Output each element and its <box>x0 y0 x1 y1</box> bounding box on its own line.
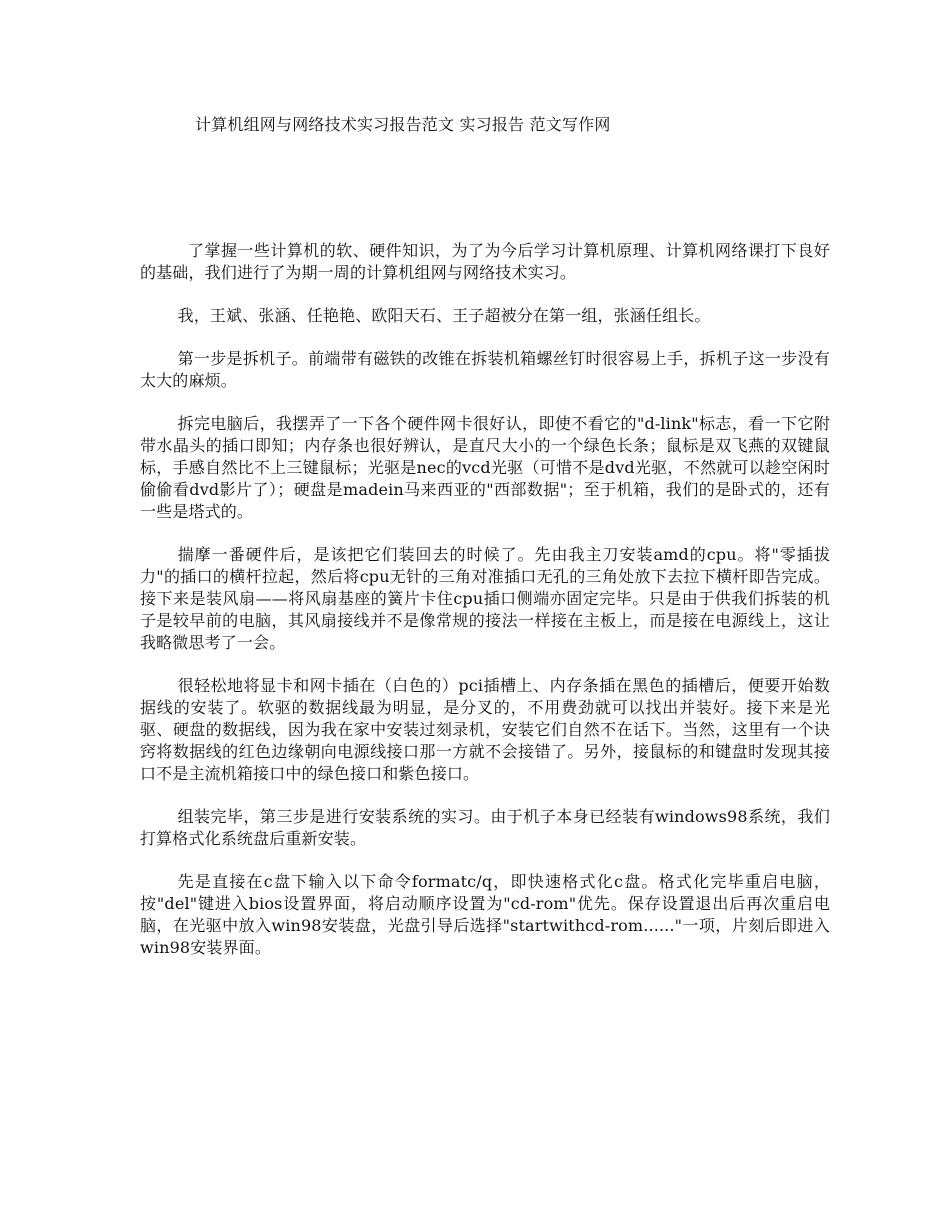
paragraph-format-and-install: 先是直接在c盘下输入以下命令formatc/q，即快速格式化c盘。格式化完毕重启电脑，按"del"键进入bios设置界面，将启动顺序设置为"cd-rom"优先。保存设置退出后再次重启电脑，在光驱中放入win98安装盘，光盘引导后选择"startwithcd-rom......"一项，片刻后即进入win98安装界面。 <box>140 872 830 957</box>
paragraph-hardware-identification: 拆完电脑后，我摆弄了一下各个硬件网卡很好认，即使不看它的"d-link"标志，看一下它附带水晶头的插口即知；内存条也很好辨认，是直尺大小的一个绿色长条；鼠标是双飞燕的双键鼠标，手感自然比不上三键鼠标；光驱是nec的vcd光驱（可惜不是dvd光驱，不然就可以趁空闲时偷偷看dvd影片了）；硬盘是madein马来西亚的"西部数据"；至于机箱，我们的是卧式的，还有一些是塔式的。 <box>140 414 830 521</box>
paragraph-intro: 了掌握一些计算机的软、硬件知识，为了为今后学习计算机原理、计算机网络课打下良好的基础，我们进行了为期一周的计算机组网与网络技术实习。 <box>140 241 830 282</box>
document-title: 计算机组网与网络技术实习报告范文 实习报告 范文写作网 <box>195 115 611 134</box>
paragraph-step-one: 第一步是拆机子。前端带有磁铁的改锥在拆装机箱螺丝钉时很容易上手，拆机子这一步没有太大的麻烦。 <box>140 349 830 390</box>
document-body <box>140 240 830 980</box>
paragraph-step-three: 组装完毕，第三步是进行安装系统的实习。由于机子本身已经装有windows98系统，我们打算格式化系统盘后重新安装。 <box>140 807 830 848</box>
paragraph-group-members: 我，王斌、张涵、任艳艳、欧阳天石、王子超被分在第一组，张涵任组长。 <box>177 306 711 325</box>
paragraph-cpu-installation: 揣摩一番硬件后，是该把它们装回去的时候了。先由我主刀安装amd的cpu。将"零插拔力"的插口的横杆拉起，然后将cpu无针的三角对准插口无孔的三角处放下去拉下横杆即告完成。接下来是装风扇——将风扇基座的簧片卡住cpu插口侧端亦固定完毕。只是由于供我们拆装的机子是较早前的电脑，其风扇接线并不是像常规的接法一样接在主板上，而是接在电源线上，这让我略微思考了一会。 <box>140 545 830 652</box>
paragraph-card-and-cable-installation: 很轻松地将显卡和网卡插在（白色的）pci插槽上、内存条插在黑色的插槽后，便要开始数据线的安装了。软驱的数据线最为明显，是分叉的，不用费劲就可以找出并装好。接下来是光驱、硬盘的数据线，因为我在家中安装过刻录机，安装它们自然不在话下。当然，这里有一个诀窍将数据线的红色边缘朝向电源线接口那一方就不会接错了。另外，接鼠标的和键盘时发现其接口不是主流机箱接口中的绿色接口和紫色接口。 <box>140 676 830 783</box>
